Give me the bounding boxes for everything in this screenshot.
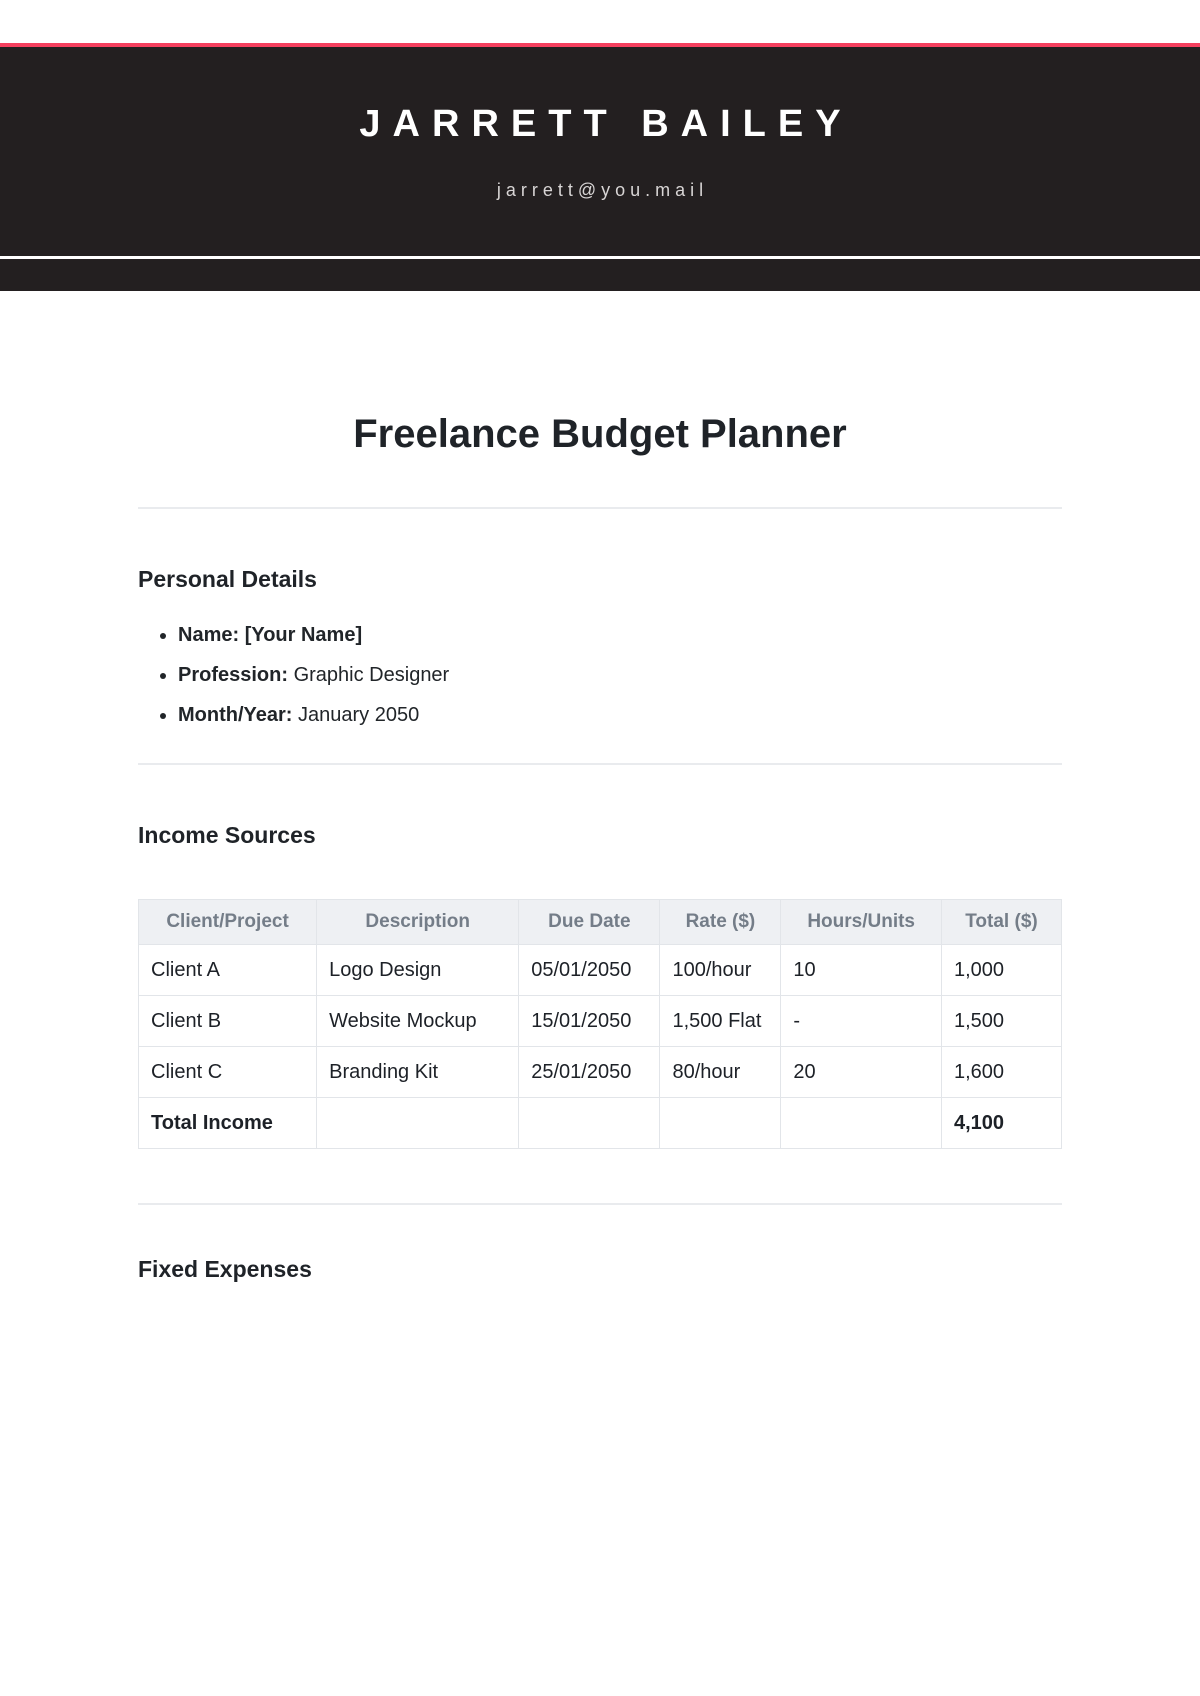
table-cell: 05/01/2050	[519, 945, 660, 996]
document-body	[0, 409, 1200, 1283]
letterhead-bottom-strip	[0, 259, 1200, 291]
table-cell: Client B	[139, 996, 317, 1047]
table-total-row	[139, 1098, 1062, 1149]
fixed-expenses-section	[138, 1255, 1062, 1283]
col-header-hours-units: Hours/Units	[781, 900, 942, 945]
table-cell: 100/hour	[660, 945, 781, 996]
detail-label: Month/Year:	[178, 704, 293, 726]
personal-details-section	[138, 565, 1062, 727]
table-cell: 1,600	[941, 1047, 1061, 1098]
table-cell: 80/hour	[660, 1047, 781, 1098]
fixed-expenses-heading: Fixed Expenses	[138, 1256, 312, 1282]
letterhead-name: JARRETT BAILEY	[359, 103, 853, 145]
section-divider	[138, 1203, 1062, 1205]
table-cell: 20	[781, 1047, 942, 1098]
list-item-name	[178, 623, 1062, 647]
total-income-value-cell: 4,100	[941, 1098, 1061, 1149]
table-cell: 15/01/2050	[519, 996, 660, 1047]
detail-value: January 2050	[298, 704, 420, 726]
top-margin	[0, 0, 1200, 43]
letterhead-email: jarrett@you.mail	[496, 180, 709, 200]
table-cell: 1,000	[941, 945, 1061, 996]
page-title: Freelance Budget Planner	[353, 412, 847, 456]
table-cell: 25/01/2050	[519, 1047, 660, 1098]
table-cell: 1,500	[941, 996, 1061, 1047]
table-header-row	[139, 900, 1062, 945]
table-row	[139, 945, 1062, 996]
table-cell: 1,500 Flat	[660, 996, 781, 1047]
table-cell: -	[781, 996, 942, 1047]
col-header-rate: Rate ($)	[660, 900, 781, 945]
table-cell: Website Mockup	[317, 996, 519, 1047]
income-sources-heading: Income Sources	[138, 822, 316, 848]
section-divider	[138, 763, 1062, 765]
table-row	[139, 1047, 1062, 1098]
total-income-label-cell: Total Income	[139, 1098, 317, 1149]
col-header-due-date: Due Date	[519, 900, 660, 945]
income-sources-section	[138, 821, 1062, 1149]
table-cell-empty	[660, 1098, 781, 1149]
table-cell: Logo Design	[317, 945, 519, 996]
table-cell-empty	[317, 1098, 519, 1149]
table-row	[139, 996, 1062, 1047]
table-cell-empty	[781, 1098, 942, 1149]
list-item-month-year	[178, 703, 1062, 727]
table-cell: Client C	[139, 1047, 317, 1098]
table-cell-empty	[519, 1098, 660, 1149]
detail-value: [Your Name]	[244, 624, 363, 646]
detail-label: Profession:	[178, 664, 289, 686]
personal-details-list	[138, 623, 1062, 727]
col-header-description: Description	[317, 900, 519, 945]
detail-value: Graphic Designer	[293, 664, 450, 686]
letterhead	[0, 47, 1200, 256]
personal-details-heading: Personal Details	[138, 566, 317, 592]
table-cell: Branding Kit	[317, 1047, 519, 1098]
section-divider	[138, 507, 1062, 509]
table-cell: 10	[781, 945, 942, 996]
col-header-client-project: Client/Project	[139, 900, 317, 945]
list-item-profession	[178, 663, 1062, 687]
detail-label: Name:	[178, 624, 240, 646]
col-header-total: Total ($)	[941, 900, 1061, 945]
income-table	[138, 899, 1062, 1149]
table-cell: Client A	[139, 945, 317, 996]
